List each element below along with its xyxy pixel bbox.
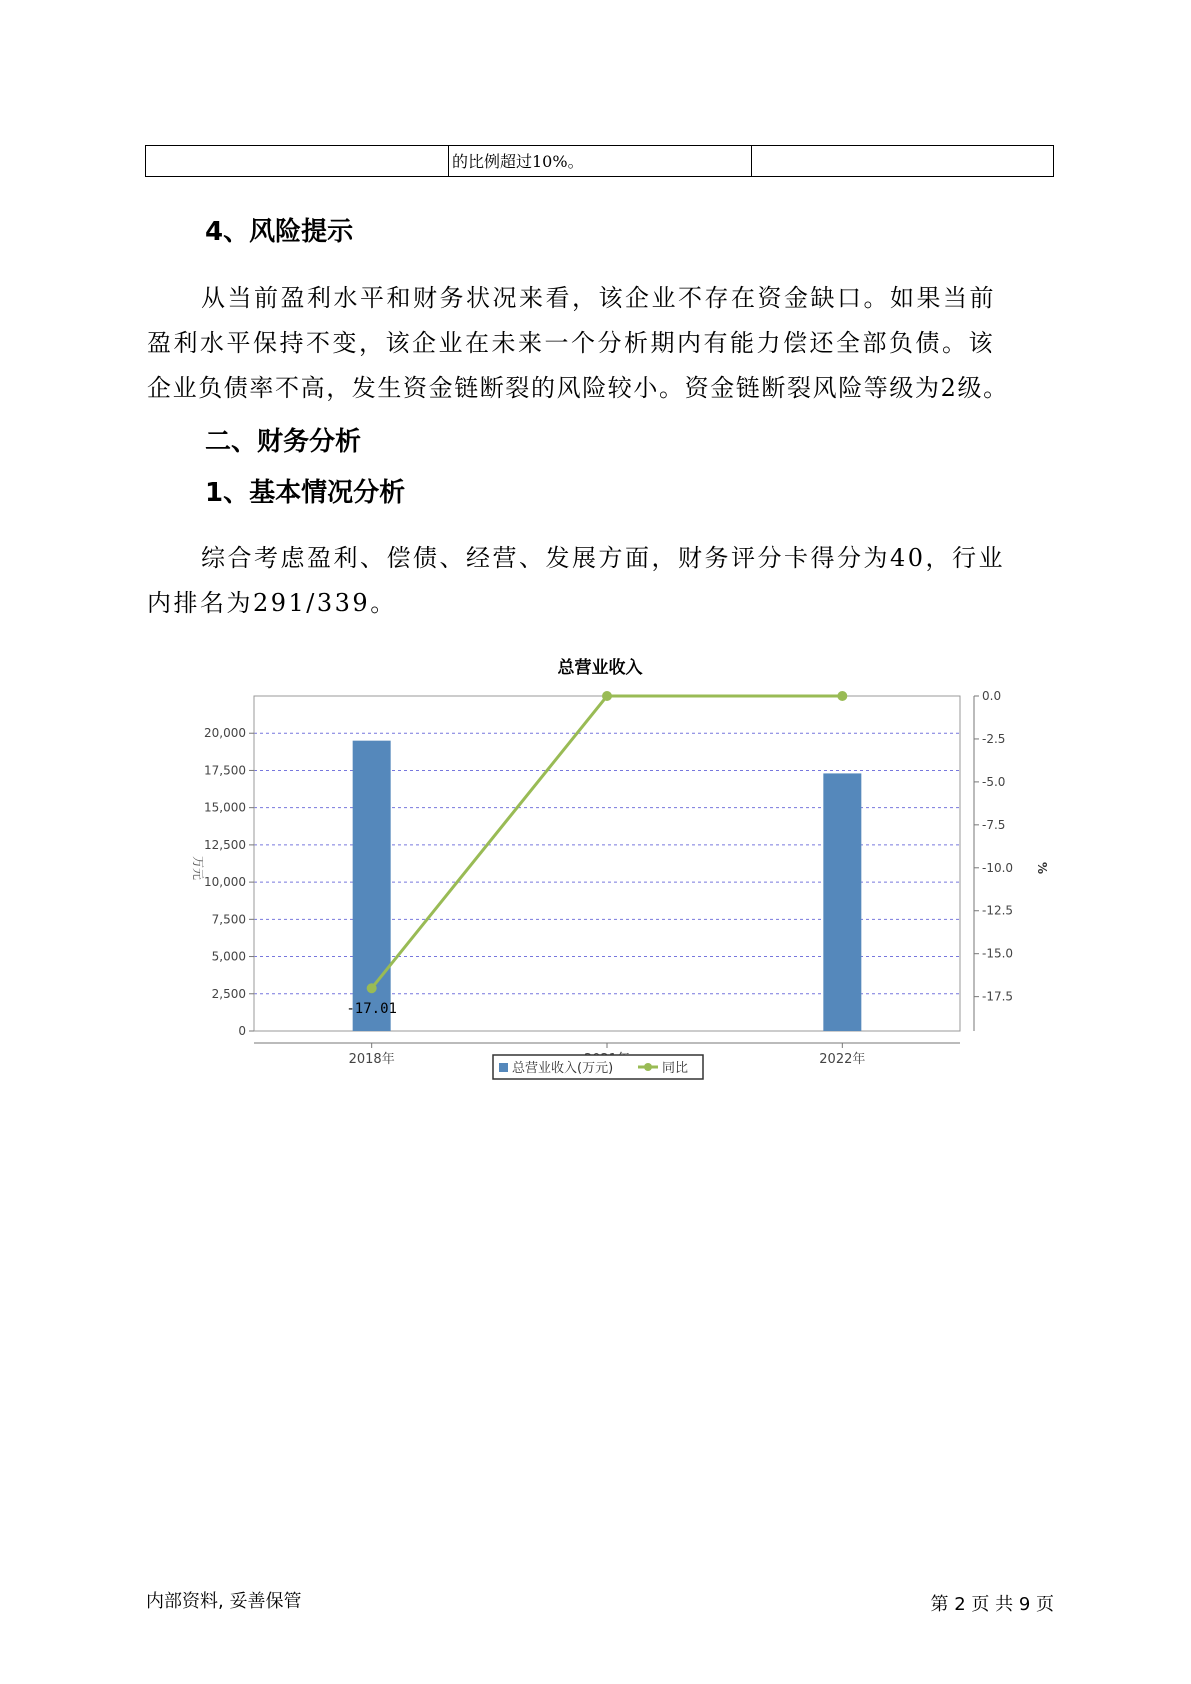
y2-tick-label: -10.0 bbox=[982, 860, 1014, 875]
footer-page-number: 第 2 页 共 9 页 bbox=[930, 1594, 1054, 1615]
table-cell-2: 的比例超过10%。 bbox=[449, 146, 752, 176]
y2-tick-label: -17.5 bbox=[982, 989, 1014, 1004]
risk-heading: 4、风险提示 bbox=[205, 217, 354, 247]
legend-line-label: 同比 bbox=[662, 1061, 689, 1076]
chart-y2label: % bbox=[1035, 861, 1049, 875]
revenue-chart bbox=[180, 650, 1060, 1110]
risk-line-3: 企业负债率不高，发生资金链断裂的风险较小。资金链断裂风险等级为2级。 bbox=[147, 374, 1009, 402]
x-tick-label: 2018年 bbox=[348, 1052, 395, 1067]
y-tick-label: 20,000 bbox=[204, 726, 246, 741]
legend-bar-swatch bbox=[499, 1063, 508, 1072]
basic-heading: 1、基本情况分析 bbox=[205, 478, 406, 508]
y2-tick-label: -12.5 bbox=[982, 903, 1014, 918]
chart-bars bbox=[353, 741, 862, 1031]
table-cell-3 bbox=[752, 146, 1053, 176]
bar-revenue bbox=[823, 773, 861, 1031]
chart-legend bbox=[493, 1055, 703, 1079]
data-label-yoy: -17.01 bbox=[346, 1001, 397, 1018]
y2-tick-label: -2.5 bbox=[982, 731, 1006, 746]
y-tick-label: 5,000 bbox=[211, 949, 246, 964]
finance-heading: 二、财务分析 bbox=[205, 427, 362, 457]
y2-tick-label: 0.0 bbox=[982, 689, 1002, 703]
y-tick-label: 2,500 bbox=[211, 986, 246, 1001]
risk-line-2: 盈利水平保持不变，该企业在未来一个分析期内有能力偿还全部负债。该 bbox=[147, 329, 995, 357]
y-tick-label: 12,500 bbox=[204, 837, 246, 852]
legend-bar-label: 总营业收入(万元) bbox=[512, 1061, 614, 1076]
chart-line-series bbox=[346, 691, 847, 1017]
chart-ylabel: 万元 bbox=[191, 855, 205, 881]
y2-tick-label: -5.0 bbox=[982, 774, 1006, 789]
chart-y2-axis bbox=[974, 689, 1013, 1031]
y-tick-label: 0 bbox=[238, 1024, 246, 1038]
risk-paragraph bbox=[147, 276, 1060, 411]
table-cell-1 bbox=[146, 146, 449, 176]
basic-line-1: 综合考虑盈利、偿债、经营、发展方面，财务评分卡得分为40，行业 bbox=[201, 544, 1006, 572]
x-tick-label: 2022年 bbox=[819, 1052, 866, 1067]
y2-tick-label: -15.0 bbox=[982, 946, 1014, 961]
point-yoy bbox=[367, 983, 377, 993]
footer-confidential: 内部资料, 妥善保管 bbox=[146, 1591, 302, 1612]
y2-tick-label: -7.5 bbox=[982, 817, 1006, 832]
basic-line-2: 内排名为291/339。 bbox=[147, 589, 397, 617]
line-yoy bbox=[372, 696, 843, 988]
chart-y-axis bbox=[204, 726, 254, 1038]
y-tick-label: 15,000 bbox=[204, 800, 246, 815]
legend-line-dot bbox=[644, 1063, 652, 1071]
risk-line-1: 从当前盈利水平和财务状况来看，该企业不存在资金缺口。如果当前 bbox=[201, 284, 996, 312]
y-tick-label: 10,000 bbox=[204, 875, 246, 890]
point-yoy bbox=[837, 691, 847, 701]
chart-title: 总营业收入 bbox=[557, 658, 643, 678]
y-tick-label: 17,500 bbox=[204, 763, 246, 778]
table-fragment bbox=[145, 145, 1054, 177]
y-tick-label: 7,500 bbox=[211, 912, 246, 927]
basic-paragraph bbox=[147, 536, 1060, 626]
point-yoy bbox=[602, 691, 612, 701]
